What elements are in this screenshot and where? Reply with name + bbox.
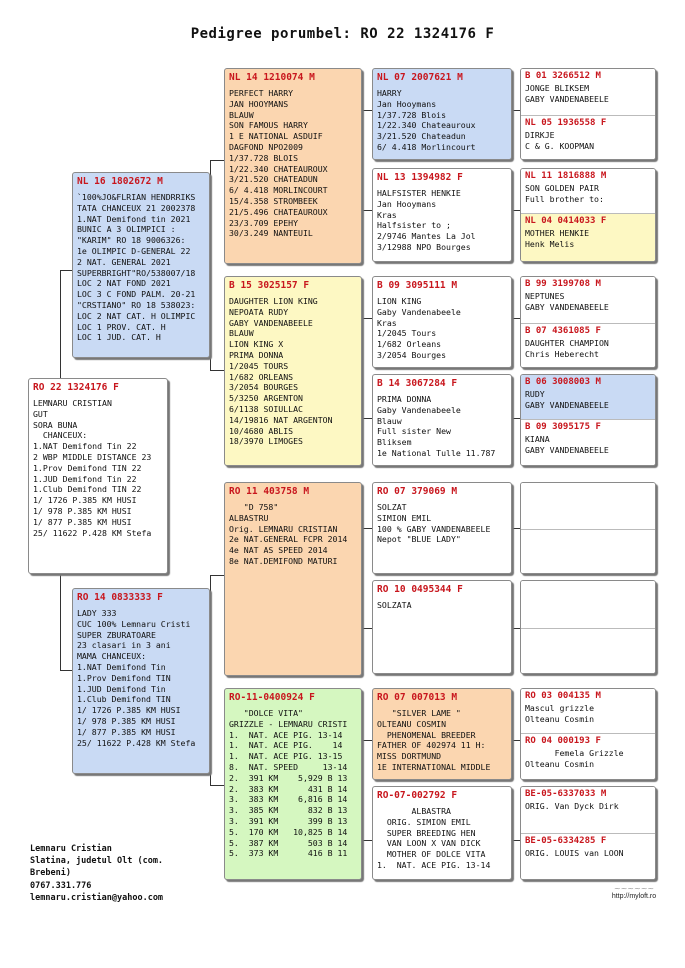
connector-line	[210, 160, 224, 161]
gen5-box-8	[520, 786, 656, 880]
card-detail-line: MISS DORTMUND	[377, 751, 442, 762]
owner-phone: 0767.331.776	[30, 880, 92, 891]
card-detail-line: 2. 391 KM 5,929 B 13	[229, 772, 348, 783]
card-detail-line: JONGE BLIKSEM	[525, 83, 590, 93]
card-detail-line: JAN HOOYMANS	[229, 98, 289, 109]
ring-number: BE-05-6337033 M	[525, 789, 607, 799]
card-detail-line: HALFSISTER HENKIE	[377, 188, 461, 198]
connector-line	[362, 318, 372, 319]
card-detail-line: 5/3250 ARGENTON	[229, 393, 303, 404]
ring-number: B 99 3199708 M	[525, 279, 601, 289]
card-detail-line: 1.JUD Demifond Tin	[77, 683, 166, 694]
card-detail-line: Kras	[377, 209, 397, 220]
gen5-sire[interactable]	[521, 277, 655, 323]
card-details	[373, 291, 511, 361]
gen5-sire[interactable]	[521, 375, 655, 419]
gen5-sire[interactable]	[521, 787, 655, 833]
myloft-logo[interactable]	[606, 884, 662, 906]
logo-url[interactable]: http://myloft.ro	[611, 893, 657, 900]
card-details	[521, 387, 655, 411]
card-detail-line: 1/22.340 CHATEAUROUX	[229, 163, 328, 174]
card-details	[521, 289, 655, 313]
card-detail-line: 21/5.496 CHATEAUROUX	[229, 206, 328, 217]
connector-line	[60, 270, 72, 271]
ring-number: NL 16 1802672 M	[77, 176, 163, 187]
card-detail-line: GABY VANDENABEELE	[525, 399, 609, 410]
card-detail-line: LOC 3 C FOND PALM. 20-21	[77, 289, 196, 300]
gen5-box-7	[520, 688, 656, 780]
dam-sire-card[interactable]	[224, 482, 362, 676]
ring-number: RO 14 0833333 F	[77, 592, 163, 603]
ring-number: B 01 3266512 M	[525, 71, 601, 81]
gen5-sire[interactable]	[521, 169, 655, 213]
card-detail-line: SORA BUNA	[33, 419, 78, 430]
card-detail-line: "D 758"	[229, 502, 279, 512]
card-detail-line: SON GOLDEN PAIR	[525, 183, 599, 193]
card-detail-line: 25/ 11622 P.428 KM Stefa	[33, 527, 152, 538]
owner-email[interactable]: lemnaru.cristian@yahoo.com	[30, 892, 164, 903]
gen5-box-5	[520, 482, 656, 574]
gen5-dam[interactable]	[521, 323, 655, 368]
card-detail-line: Full brother to:	[525, 193, 604, 204]
gen5-box-1	[520, 68, 656, 160]
card-detail-line: ORIG. LOUIS van LOON	[525, 848, 624, 858]
connector-line	[60, 670, 72, 671]
gen5-box-4	[520, 374, 656, 466]
card-detail-line: CHANCEUX:	[33, 430, 88, 441]
subject-card[interactable]	[28, 378, 168, 574]
card-detail-line: LEMNARU CRISTIAN	[33, 398, 112, 408]
connector-line	[362, 110, 372, 111]
card-detail-line: 1.Prov Demifond TIN 22	[33, 462, 142, 473]
connector-line	[210, 370, 224, 371]
ring-number: NL 07 2007621 M	[377, 72, 463, 83]
card-detail-line: 25/ 11622 P.428 KM Stefa	[77, 737, 196, 748]
connector-line	[362, 418, 372, 419]
card-detail-line: 8. NAT. SPEED 13-14	[229, 761, 348, 772]
card-details	[521, 226, 655, 250]
card-detail-line: SIMION EMIL	[377, 512, 432, 523]
card-detail-line: 3. 391 KM 399 B 13	[229, 815, 348, 826]
card-detail-line: 1/ 877 P.385 KM HUSI	[77, 726, 176, 737]
ring-number: RO 03 004135 M	[525, 691, 601, 701]
sire-dam-dam-card[interactable]	[372, 374, 512, 466]
connector-line	[362, 740, 372, 741]
card-detail-line: 5. 170 KM 10,825 B 14	[229, 826, 348, 837]
card-details	[521, 128, 655, 152]
ring-number: B 15 3025157 F	[229, 280, 310, 291]
card-detail-line: 3. 385 KM 832 B 13	[229, 805, 348, 816]
owner-contact	[30, 843, 163, 904]
card-detail-line: 1/682 Orleans	[377, 339, 442, 350]
card-detail-line: GRIZZLE - LEMNARU CRISTI	[229, 718, 348, 729]
card-detail-line: HARRY	[377, 88, 402, 98]
card-detail-line: Jan Hooymans	[377, 98, 437, 109]
card-detail-line: 1/22.340 Chateauroux	[377, 120, 476, 131]
card-details	[73, 187, 209, 343]
card-detail-line: VAN LOON X VAN DICK	[377, 838, 481, 849]
card-detail-line: Olteanu Cosmin	[525, 758, 595, 769]
card-details	[373, 595, 511, 611]
card-detail-line: LOC 1 PROV. CAT. H	[77, 321, 166, 332]
card-detail-line: 6/ 4.418 MORLINCOURT	[229, 185, 328, 196]
card-detail-line: MOTHER HENKIE	[525, 228, 590, 238]
card-detail-line: LION KING	[377, 296, 422, 306]
owner-name: Lemnaru Cristian	[30, 844, 112, 854]
card-detail-line: 30/3.249 NANTEUIL	[229, 228, 313, 239]
ring-number: NL 14 1210074 M	[229, 72, 315, 83]
card-detail-line: LION KING X	[229, 339, 284, 350]
card-detail-line: 3/21.520 Chateadun	[377, 131, 466, 142]
card-detail-line: 1/37.728 Blois	[377, 109, 447, 120]
card-detail-line: 1/ 978 P.385 KM HUSI	[33, 505, 132, 516]
connector-line	[60, 570, 61, 670]
card-detail-line: LADY 333	[77, 608, 117, 618]
card-details	[225, 83, 361, 239]
card-detail-line: 1/ 877 P.385 KM HUSI	[33, 516, 132, 527]
sire-dam-sire-card[interactable]	[372, 276, 512, 368]
card-detail-line: DAGFOND NPO2009	[229, 141, 303, 152]
connector-line	[60, 270, 61, 380]
card-detail-line: 2e NAT.GENERAL FCPR 2014	[229, 534, 348, 545]
card-detail-line: DAUGHTER CHAMPION	[525, 338, 609, 348]
owner-address-2: Brebeni)	[30, 868, 71, 879]
card-detail-line: GABY VANDENABEELE	[525, 301, 609, 312]
card-detail-line: Bliksem	[377, 437, 412, 448]
card-detail-line: SON FAMOUS HARRY	[229, 120, 308, 131]
card-detail-line: Kras	[377, 317, 397, 328]
card-detail-line: 2. 383 KM 431 B 14	[229, 783, 348, 794]
ring-number: NL 05 1936558 F	[525, 118, 607, 128]
gen5-box-3	[520, 276, 656, 368]
gen5-dam[interactable]	[521, 115, 655, 160]
card-detail-line: ORIG. SIMION EMIL	[377, 816, 471, 827]
card-details	[521, 746, 655, 770]
connector-line	[362, 840, 372, 841]
card-detail-line: 1.Prov Demifond TIN	[77, 672, 171, 683]
card-detail-line: 8e NAT.DEMIFOND MATURI	[229, 555, 338, 566]
card-detail-line: 1/37.728 BLOIS	[229, 152, 299, 163]
card-detail-line: 1.Club Demifond TIN 22	[33, 484, 142, 495]
card-detail-line: 3/2054 BOURGES	[229, 382, 299, 393]
card-detail-line: `100%JO&FLRIAN HENDRRIKS	[77, 192, 196, 202]
card-detail-line: GABY VANDENABEELE	[525, 93, 609, 104]
sire-dam-card[interactable]	[224, 276, 362, 466]
signature-icon: ~~~~~~	[613, 884, 655, 893]
card-detail-line: 5. 373 KM 416 B 11	[229, 848, 348, 859]
card-detail-line: Chris Heberecht	[525, 348, 599, 359]
ring-number: BE-05-6334285 F	[525, 836, 607, 846]
card-detail-line: DAUGHTER LION KING	[229, 296, 318, 306]
card-details	[373, 703, 511, 773]
card-details	[73, 603, 209, 748]
card-detail-line: Henk Melis	[525, 238, 575, 249]
card-detail-line: PHENOMENAL BREEDER	[377, 729, 476, 740]
ring-number: RO-11-0400924 F	[229, 692, 315, 703]
ring-number: NL 04 0414033 F	[525, 216, 607, 226]
card-detail-line: 3/21.520 CHATEADUN	[229, 174, 318, 185]
ring-number: RO 22 1324176 F	[33, 382, 119, 393]
ring-number: RO 07 007013 M	[377, 692, 458, 703]
card-detail-line: "SILVER LAME "	[377, 708, 461, 718]
card-detail-line: 1/ 1726 P.385 KM HUSI	[77, 705, 181, 716]
ring-number: B 09 3095175 F	[525, 422, 601, 432]
gen5-sire-empty	[521, 483, 655, 529]
connector-line	[210, 575, 224, 576]
connector-line	[362, 318, 363, 418]
card-detail-line: 1/2045 Tours	[377, 328, 437, 339]
card-detail-line: KIANA	[525, 434, 550, 444]
gen5-dam-empty	[521, 628, 655, 674]
card-detail-line: CUC 100% Lemnaru Cristi	[77, 618, 191, 629]
page-title: Pedigree porumbel: RO 22 1324176 F	[190, 26, 495, 42]
card-detail-line: MOTHER OF DOLCE VITA	[377, 849, 486, 860]
card-detail-line: 1. NAT. ACE PIG. 14	[229, 740, 343, 751]
dam-sire-dam-card[interactable]	[372, 580, 512, 674]
ring-number: NL 13 1394982 F	[377, 172, 463, 183]
gen5-dam[interactable]	[521, 419, 655, 466]
dam-dam-card[interactable]	[224, 688, 362, 880]
card-detail-line: BLAUW	[229, 328, 254, 339]
card-detail-line: C & G. KOOPMAN	[525, 140, 595, 151]
card-details	[373, 497, 511, 545]
connector-line	[362, 528, 363, 628]
card-detail-line: 1. NAT. ACE PIG. 13-15	[229, 751, 343, 762]
card-detail-line: MAMA CHANCEUX:	[77, 651, 147, 662]
card-detail-line: ALBASTRU	[229, 512, 269, 523]
card-detail-line: "DOLCE VITA"	[229, 708, 303, 718]
connector-line	[210, 160, 211, 370]
card-detail-line: Halfsister to ;	[377, 220, 451, 231]
card-detail-line: PRIMA DONNA	[377, 394, 432, 404]
card-detail-line: GABY VANDENABEELE	[229, 317, 313, 328]
card-detail-line: LOC 1 JUD. CAT. H	[77, 332, 161, 343]
card-details	[521, 81, 655, 105]
dam-card[interactable]	[72, 588, 210, 774]
card-detail-line: 10/4680 ABLIS	[229, 425, 294, 436]
card-detail-line: 1. NAT. ACE PIG. 13-14	[229, 729, 343, 740]
card-detail-line: SUPERBRIGHT"RO/538007/18	[77, 267, 196, 278]
card-detail-line: 5. 387 KM 503 B 14	[229, 837, 348, 848]
owner-address: Slatina, judetul Olt (com.	[30, 856, 164, 867]
card-detail-line: 14/19816 NAT ARGENTON	[229, 414, 333, 425]
card-detail-line: Full sister New	[377, 426, 451, 437]
card-details	[373, 389, 511, 459]
card-detail-line: 1e National Tulle 11.787	[377, 447, 496, 458]
card-detail-line: Gaby Vandenabeele	[377, 306, 461, 317]
card-detail-line: 1/ 1726 P.385 KM HUSI	[33, 495, 137, 506]
card-detail-line: Jan Hooymans	[377, 198, 437, 209]
card-detail-line: Mascul grizzle	[525, 703, 595, 713]
card-details	[521, 181, 655, 205]
card-detail-line: 1.NAT Demifond tin 2021	[77, 213, 191, 224]
dam-dam-sire-card[interactable]	[372, 688, 512, 780]
card-details	[29, 393, 167, 538]
card-detail-line: Blauw	[377, 415, 402, 426]
card-detail-line: 18/3970 LIMOGES	[229, 436, 303, 447]
gen5-dam-empty	[521, 529, 655, 574]
card-details	[373, 183, 511, 253]
card-detail-line: GUT	[33, 408, 48, 419]
card-detail-line: LOC 2 NAT FOND 2021	[77, 278, 171, 289]
card-detail-line: Nepot "BLUE LADY"	[377, 534, 461, 545]
card-detail-line: NEPTUNES	[525, 291, 565, 301]
card-detail-line: SOLZATA	[377, 600, 412, 610]
gen5-sire[interactable]	[521, 689, 655, 733]
card-detail-line: ORIG. Van Dyck Dirk	[525, 801, 619, 811]
card-detail-line: BUNIC A 3 OLIMPICI :	[77, 224, 176, 235]
card-detail-line: 6/1138 SOIULLAC	[229, 403, 303, 414]
card-details	[521, 432, 655, 456]
card-detail-line: NEPOATA RUDY	[229, 306, 289, 317]
sire-sire-card[interactable]	[224, 68, 362, 264]
card-detail-line: "KARIM" RO 18 9006326:	[77, 235, 186, 246]
card-detail-line: 1/682 ORLEANS	[229, 371, 294, 382]
card-details	[521, 701, 655, 725]
card-detail-line: ALBASTRA	[377, 806, 451, 816]
card-detail-line: 4e NAT AS SPEED 2014	[229, 545, 328, 556]
card-details	[521, 336, 655, 360]
connector-line	[362, 528, 372, 529]
card-detail-line: 1E INTERNATIONAL MIDDLE	[377, 761, 491, 772]
connector-line	[210, 575, 211, 785]
card-detail-line: 1.JUD Demifond Tin 22	[33, 473, 137, 484]
card-details	[521, 799, 655, 812]
sire-sire-sire-card[interactable]	[372, 68, 512, 160]
card-detail-line: FATHER OF 402974 11 H:	[377, 740, 486, 751]
gen5-sire[interactable]	[521, 69, 655, 115]
card-detail-line: Olteanu Cosmin	[525, 713, 595, 724]
card-detail-line: LOC 2 NAT CAT. H OLIMPIC	[77, 310, 196, 321]
ring-number: B 09 3095111 M	[377, 280, 458, 291]
card-detail-line: 2 NAT. GENERAL 2021	[77, 256, 171, 267]
card-detail-line: SOLZAT	[377, 502, 407, 512]
card-detail-line: 3. 383 KM 6,816 B 14	[229, 794, 348, 805]
card-detail-line: OLTEANU COSMIN	[377, 718, 447, 729]
card-detail-line: 1.NAT Demifond Tin 22	[33, 441, 137, 452]
card-detail-line: PERFECT HARRY	[229, 88, 294, 98]
connector-line	[362, 740, 363, 840]
card-detail-line: 100 % GABY VANDENABEELE	[377, 523, 491, 534]
card-detail-line: Orig. LEMNARU CRISTIAN	[229, 523, 338, 534]
dam-dam-dam-card[interactable]	[372, 786, 512, 880]
ring-number: B 07 4361085 F	[525, 326, 601, 336]
gen5-sire-empty	[521, 581, 655, 628]
sire-card[interactable]	[72, 172, 210, 358]
card-details	[521, 846, 655, 859]
card-detail-line: DIRKJE	[525, 130, 555, 140]
card-detail-line: 1.Club Demifond TIN	[77, 694, 171, 705]
ring-number: RO 07 379069 M	[377, 486, 458, 497]
card-details	[373, 83, 511, 153]
gen5-dam[interactable]	[521, 213, 655, 262]
card-detail-line: SUPER ZBURATOARE	[77, 629, 156, 640]
connector-line	[362, 210, 372, 211]
ring-number: RO 04 000193 F	[525, 736, 601, 746]
card-detail-line: BLAUW	[229, 109, 254, 120]
gen5-box-6	[520, 580, 656, 674]
card-detail-line: 15/4.358 STROMBEEK	[229, 195, 318, 206]
card-detail-line: 23 clasari in 3 ani	[77, 640, 171, 651]
gen5-dam[interactable]	[521, 833, 655, 880]
sire-sire-dam-card[interactable]	[372, 168, 512, 262]
ring-number: RO-07-002792 F	[377, 790, 458, 801]
ring-number: B 14 3067284 F	[377, 378, 458, 389]
card-detail-line: 1. NAT. ACE PIG. 13-14	[377, 859, 491, 870]
connector-line	[210, 785, 224, 786]
card-details	[373, 801, 511, 871]
connector-line	[362, 628, 372, 629]
ring-number: RO 11 403758 M	[229, 486, 310, 497]
card-detail-line: 3/12988 NPO Bourges	[377, 241, 471, 252]
card-detail-line: TATA CHANCEUX 21 2002378	[77, 202, 196, 213]
card-detail-line: RUDY	[525, 389, 545, 399]
card-details	[225, 291, 361, 447]
card-details	[225, 497, 361, 567]
connector-line	[362, 110, 363, 210]
card-detail-line: 1/2045 TOURS	[229, 360, 289, 371]
dam-sire-sire-card[interactable]	[372, 482, 512, 574]
card-detail-line: Gaby Vandenabeele	[377, 404, 461, 415]
card-detail-line: 1e OLIMPIC D-GENERAL 22	[77, 245, 191, 256]
card-detail-line: 1 E NATIONAL ASDUIF	[229, 131, 323, 142]
card-detail-line: 1/ 978 P.385 KM HUSI	[77, 715, 176, 726]
card-detail-line: 1.NAT Demifond Tin	[77, 661, 166, 672]
card-detail-line: "CRSTIANO" RO 18 538023:	[77, 299, 196, 310]
card-detail-line: 2 WBP MIDDLE DISTANCE 23	[33, 451, 152, 462]
card-detail-line: 3/2054 Bourges	[377, 349, 447, 360]
card-detail-line: 2/9746 Mantes La Jol	[377, 231, 476, 242]
card-details	[225, 703, 361, 859]
card-detail-line: PRIMA DONNA	[229, 349, 284, 360]
gen5-box-2	[520, 168, 656, 262]
card-detail-line: Femela Grizzle	[525, 748, 624, 758]
gen5-dam[interactable]	[521, 733, 655, 780]
ring-number: NL 11 1816888 M	[525, 171, 607, 181]
ring-number: RO 10 0495344 F	[377, 584, 463, 595]
card-detail-line: SUPER BREEDING HEN	[377, 827, 476, 838]
card-detail-line: 23/3.709 EPEHY	[229, 217, 299, 228]
ring-number: B 06 3008003 M	[525, 377, 601, 387]
card-detail-line: GABY VANDENABEELE	[525, 444, 609, 455]
card-detail-line: 6/ 4.418 Morlincourt	[377, 141, 476, 152]
